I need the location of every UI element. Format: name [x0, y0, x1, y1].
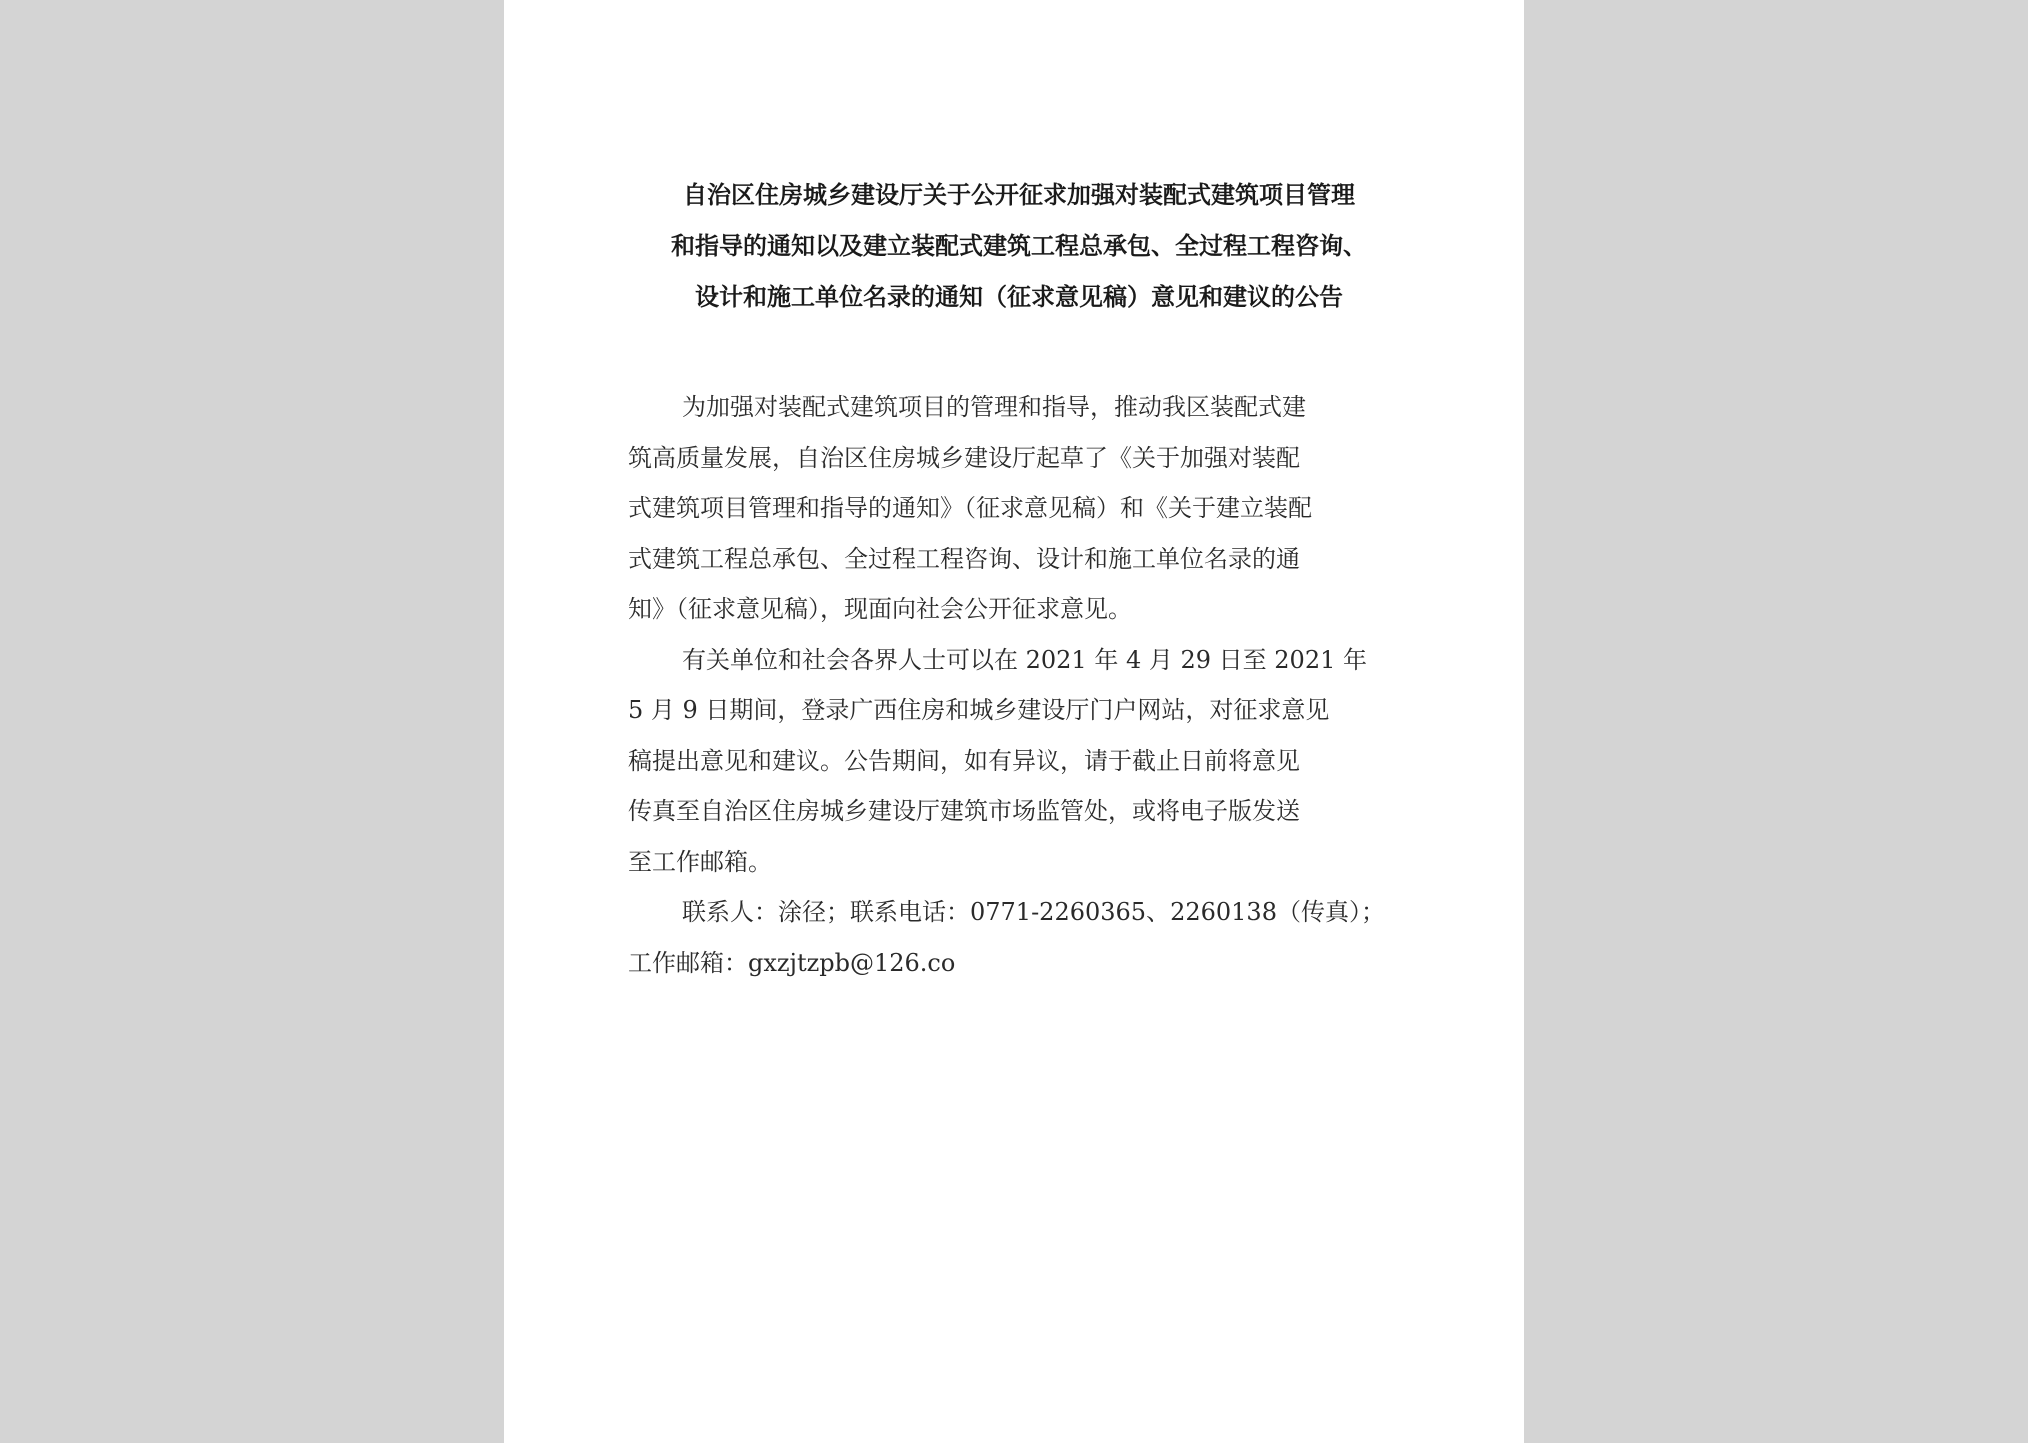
- paragraph-intro: [628, 382, 1408, 635]
- paragraph-submission: [628, 635, 1408, 888]
- body-line: 式建筑工程总承包、全过程工程咨询、设计和施工单位名录的通: [628, 544, 1300, 573]
- paragraph-contact: [628, 887, 1408, 988]
- document-page: [504, 0, 1524, 1443]
- title-line: 设计和施工单位名录的通知（征求意见稿）意见和建议的公告: [695, 283, 1343, 311]
- body-line: 稿提出意见和建议。公告期间，如有异议，请于截止日前将意见: [628, 746, 1300, 775]
- document-title: [624, 170, 1414, 323]
- body-line: 知》（征求意见稿），现面向社会公开征求意见。: [628, 595, 1132, 623]
- body-line: 有关单位和社会各界人士可以在 2021 年 4 月 29 日至 2021 年: [682, 645, 1367, 674]
- body-line: 式建筑项目管理和指导的通知》（征求意见稿）和《关于建立装配: [628, 494, 1312, 522]
- body-line: 为加强对装配式建筑项目的管理和指导，推动我区装配式建: [682, 393, 1306, 421]
- contact-line: 联系人：涂径；联系电话：0771-2260365、2260138（传真）；: [682, 898, 1385, 926]
- body-line: 5 月 9 日期间，登录广西住房和城乡建设厅门户网站，对征求意见: [628, 696, 1330, 724]
- title-line: 自治区住房城乡建设厅关于公开征求加强对装配式建筑项目管理: [683, 181, 1355, 209]
- body-line: 筑高质量发展，自治区住房城乡建设厅起草了《关于加强对装配: [628, 443, 1300, 472]
- document-body: [628, 382, 1408, 988]
- body-line: 至工作邮箱。: [628, 847, 772, 876]
- body-line: 传真至自治区住房城乡建设厅建筑市场监管处，或将电子版发送: [628, 797, 1300, 825]
- title-line: 和指导的通知以及建立装配式建筑工程总承包、全过程工程咨询、: [671, 232, 1367, 260]
- email-line: 工作邮箱：gxzjtzpb@126.co: [628, 948, 956, 977]
